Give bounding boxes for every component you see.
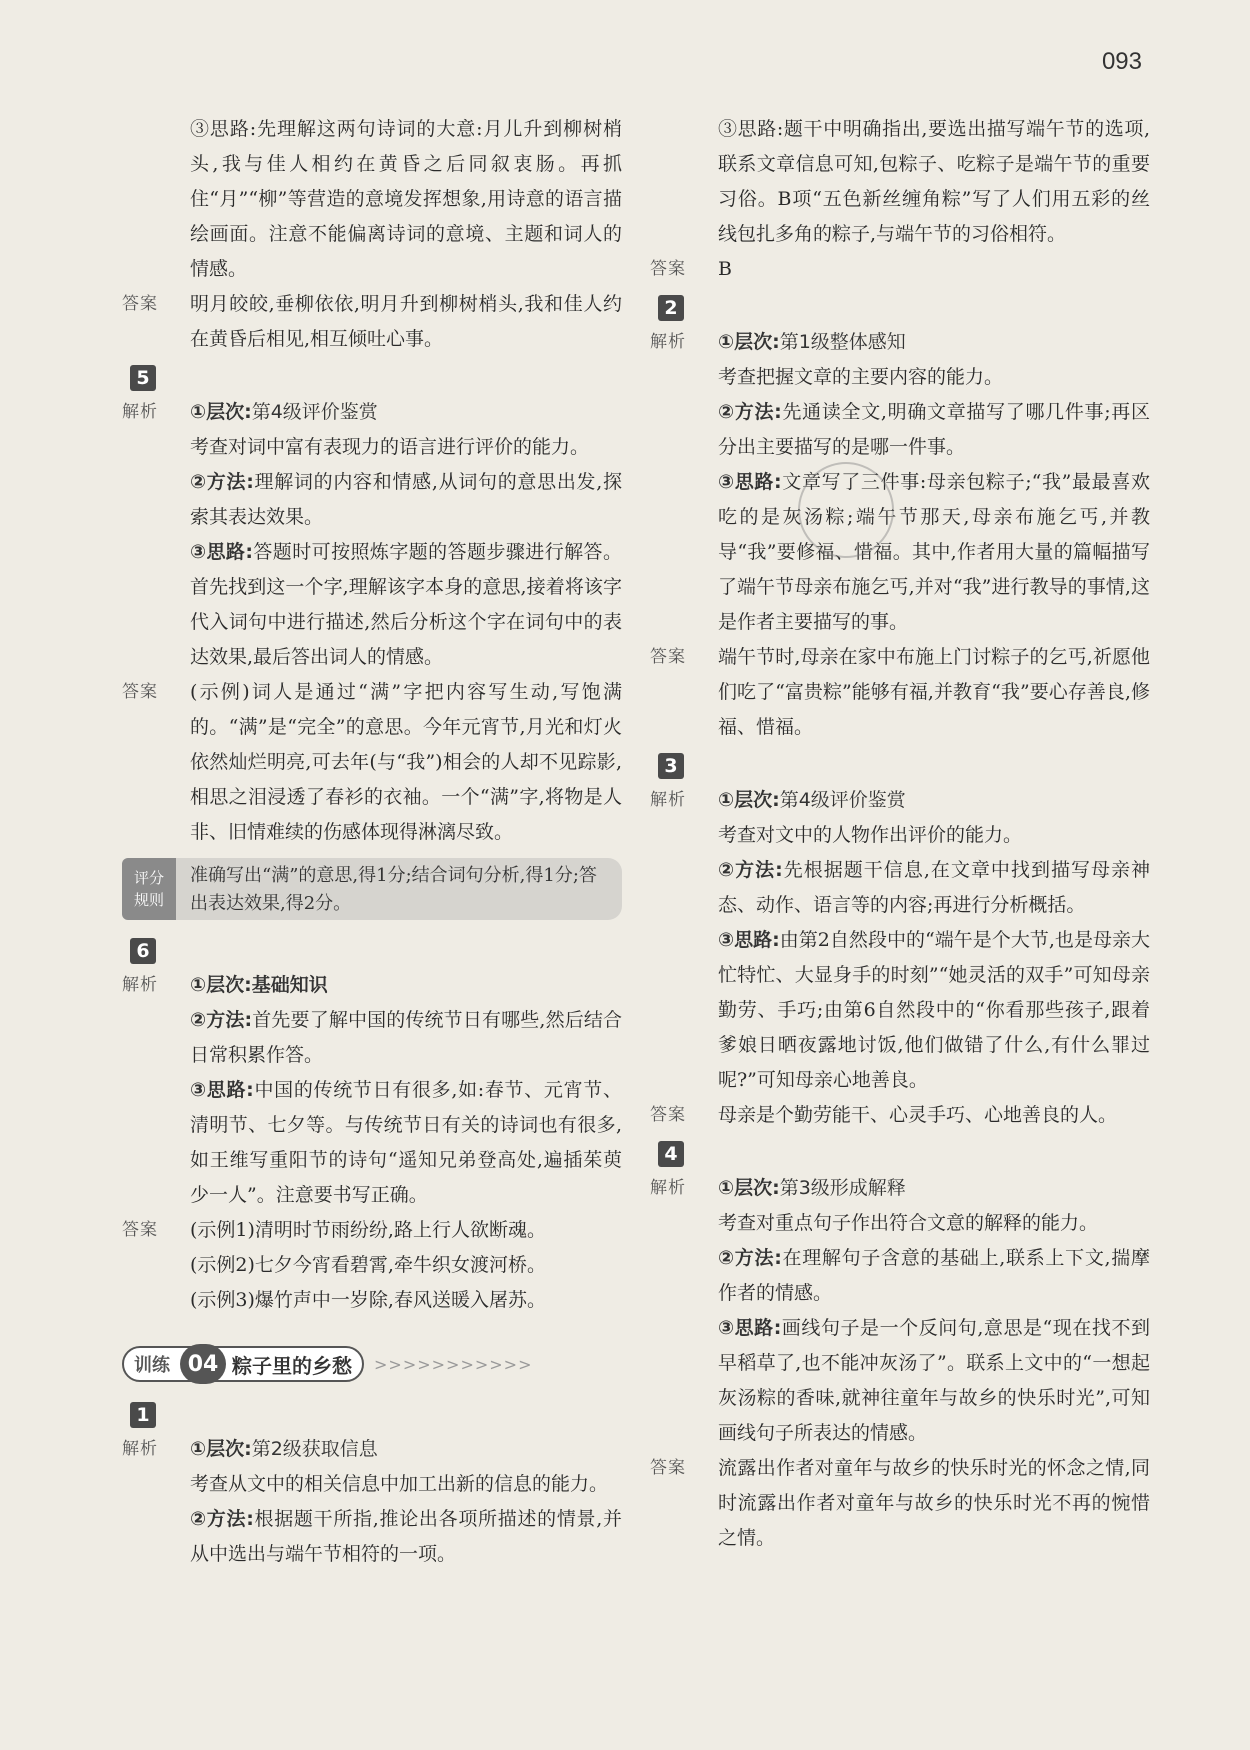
t2-thinking-label: ③思路: bbox=[718, 471, 782, 493]
scoring-rules-text: 准确写出“满”的意思,得1分;结合词句分析,得1分;答出表达效果,得2分。 bbox=[176, 858, 622, 920]
t2-method-label: ②方法: bbox=[718, 401, 782, 423]
q5-answer bbox=[122, 675, 622, 850]
answer-tag: 答案 bbox=[122, 1220, 158, 1240]
q5-thinking bbox=[190, 535, 622, 675]
scoring-rules-label-line2: 规则 bbox=[133, 891, 164, 909]
q5-level-value: 第4级评价鉴赏 bbox=[251, 401, 378, 423]
t1-thinking-text: ③思路:题干中明确指出,要选出描写端午节的选项,联系文章信息可知,包粽子、吃粽子是端午节的重要习俗。B项“五色新丝缠角粽”写了人们用五彩的丝线包扎多角的粽子,与端午节的习俗相符。 bbox=[718, 118, 1150, 245]
answer-tag: 答案 bbox=[122, 294, 158, 314]
t4-thinking-label: ③思路: bbox=[718, 1317, 782, 1339]
training-word: 训练 bbox=[134, 1355, 170, 1376]
question-number-4: 4 bbox=[658, 1141, 684, 1167]
q6-method-label: ②方法: bbox=[190, 1009, 253, 1031]
t1-method-text: 根据题干所指,推论出各项所描述的情景,并从中选出与端午节相符的一项。 bbox=[190, 1508, 622, 1565]
q6-analysis bbox=[122, 968, 622, 1213]
question-number-6: 6 bbox=[130, 938, 156, 964]
q6-thinking-text: 中国的传统节日有很多,如:春节、元宵节、清明节、七夕等。与传统节日有关的诗词也有很多,如王维写重阳节的诗句“遥知兄弟登高处,遍插茱萸少一人”。注意要书写正确。 bbox=[190, 1079, 622, 1206]
t1-analysis bbox=[122, 1432, 622, 1572]
scoring-rules bbox=[122, 858, 622, 920]
question-number-5: 5 bbox=[130, 365, 156, 391]
right-column bbox=[650, 112, 1150, 1556]
t4-answer bbox=[650, 1451, 1150, 1556]
page-number: 093 bbox=[1101, 48, 1142, 75]
left-column bbox=[122, 112, 622, 1572]
t1-answer-text: B bbox=[718, 258, 732, 280]
q6-answer-1: (示例1)清明时节雨纷纷,路上行人欲断魂。 bbox=[190, 1219, 546, 1241]
analysis-tag: 解析 bbox=[650, 790, 686, 810]
t3-thinking-label: ③思路: bbox=[718, 929, 780, 951]
t4-method bbox=[718, 1241, 1150, 1311]
q5-method bbox=[190, 465, 622, 535]
answer-tag: 答案 bbox=[650, 1105, 686, 1125]
t1-level-label: ①层次: bbox=[190, 1438, 252, 1460]
q5-answer-text: (示例)词人是通过“满”字把内容写生动,写饱满的。“满”是“完全”的意思。今年元宵节,月光和灯火依然灿烂明亮,可去年(与“我”)相会的人却不见踪影,相思之泪浸透了春衫的衣袖。一个“满”字,将物是人非、旧情难续的伤感体现得淋漓尽致。 bbox=[190, 681, 622, 843]
t4-analysis bbox=[650, 1171, 1150, 1451]
q6-answer bbox=[122, 1213, 622, 1318]
t3-method bbox=[718, 853, 1150, 923]
q4-answer-text: 明月皎皎,垂柳依依,明月升到柳树梢头,我和佳人约在黄昏后相见,相互倾吐心事。 bbox=[190, 293, 622, 350]
t3-method-text: 先根据题干信息,在文章中找到描写母亲神态、动作、语言等的内容;再进行分析概括。 bbox=[718, 859, 1151, 916]
t3-level-desc: 考查对文中的人物作出评价的能力。 bbox=[718, 824, 1023, 846]
question-number-2: 2 bbox=[658, 295, 684, 321]
t3-level-value: 第4级评价鉴赏 bbox=[779, 789, 906, 811]
analysis-tag: 解析 bbox=[122, 1439, 158, 1459]
t2-thinking bbox=[718, 465, 1150, 640]
answer-tag: 答案 bbox=[650, 1458, 686, 1478]
t1-answer bbox=[650, 252, 1150, 287]
q5-level-desc: 考查对词中富有表现力的语言进行评价的能力。 bbox=[190, 436, 590, 458]
q6-answer-2: (示例2)七夕今宵看碧霄,牵牛织女渡河桥。 bbox=[190, 1254, 546, 1276]
q5-analysis bbox=[122, 395, 622, 675]
t1-method-label: ②方法: bbox=[190, 1508, 254, 1530]
t4-answer-text: 流露出作者对童年与故乡的快乐时光的怀念之情,同时流露出作者对童年与故乡的快乐时光不再的惋惜之情。 bbox=[718, 1457, 1150, 1549]
training-pill bbox=[122, 1346, 364, 1382]
t1-level-desc: 考查从文中的相关信息中加工出新的信息的能力。 bbox=[190, 1473, 609, 1495]
t4-level-desc: 考查对重点句子作出符合文意的解释的能力。 bbox=[718, 1212, 1099, 1234]
q6-level bbox=[190, 968, 622, 1003]
q5-level bbox=[190, 395, 622, 430]
q4-answer bbox=[122, 287, 622, 357]
t2-level-label: ①层次: bbox=[718, 331, 780, 353]
t3-method-label: ②方法: bbox=[718, 859, 783, 881]
t1-level-value: 第2级获取信息 bbox=[251, 1438, 378, 1460]
q6-level-value: 基础知识 bbox=[251, 974, 328, 996]
training-title: 粽子里的乡愁 bbox=[232, 1353, 352, 1378]
t2-level-desc: 考查把握文章的主要内容的能力。 bbox=[718, 366, 1004, 388]
t3-thinking-text: 由第2自然段中的“端午是个大节,也是母亲大忙特忙、大显身手的时刻”“她灵活的双手”可知母亲勤劳、手巧;由第6自然段中的“你看那些孩子,跟着爹娘日晒夜露地讨饭,他们做错了什么,有什么罪过呢?”可知母亲心地善良。 bbox=[718, 929, 1151, 1091]
q6-method bbox=[190, 1003, 622, 1073]
q6-answer-3: (示例3)爆竹声中一岁除,春风送暖入屠苏。 bbox=[190, 1289, 546, 1311]
t3-analysis bbox=[650, 783, 1150, 1098]
q6-thinking-label: ③思路: bbox=[190, 1079, 254, 1101]
q4-thinking bbox=[122, 112, 622, 287]
t2-analysis bbox=[650, 325, 1150, 640]
t3-answer-text: 母亲是个勤劳能干、心灵手巧、心地善良的人。 bbox=[718, 1104, 1118, 1126]
analysis-tag: 解析 bbox=[650, 332, 686, 352]
t4-level-label: ①层次: bbox=[718, 1177, 780, 1199]
t2-method bbox=[718, 395, 1150, 465]
t2-answer bbox=[650, 640, 1150, 745]
q5-method-label: ②方法: bbox=[190, 471, 254, 493]
scoring-rules-label bbox=[122, 858, 176, 920]
q6-level-label: ①层次: bbox=[190, 974, 252, 996]
t3-level-label: ①层次: bbox=[718, 789, 780, 811]
analysis-tag: 解析 bbox=[122, 402, 158, 422]
training-number: 04 bbox=[180, 1344, 226, 1384]
scoring-rules-label-line1: 评分 bbox=[133, 869, 164, 887]
q6-method-text: 首先要了解中国的传统节日有哪些,然后结合日常积累作答。 bbox=[190, 1009, 623, 1066]
answer-tag: 答案 bbox=[650, 647, 686, 667]
analysis-tag: 解析 bbox=[650, 1178, 686, 1198]
t4-level bbox=[718, 1171, 1150, 1206]
t4-method-label: ②方法: bbox=[718, 1247, 782, 1269]
t3-answer bbox=[650, 1098, 1150, 1133]
t2-method-text: 先通读全文,明确文章描写了哪几件事;再区分出主要描写的是哪一件事。 bbox=[718, 401, 1150, 458]
t2-answer-text: 端午节时,母亲在家中布施上门讨粽子的乞丐,祈愿他们吃了“富贵粽”能够有福,并教育“我”要心存善良,修福、惜福。 bbox=[718, 646, 1150, 738]
t1-method bbox=[190, 1502, 622, 1572]
t1-level bbox=[190, 1432, 622, 1467]
t2-level-value: 第1级整体感知 bbox=[779, 331, 906, 353]
t4-thinking bbox=[718, 1311, 1150, 1451]
t2-level bbox=[718, 325, 1150, 360]
question-number-3: 3 bbox=[658, 753, 684, 779]
q6-thinking bbox=[190, 1073, 622, 1213]
t3-thinking bbox=[718, 923, 1150, 1098]
training-arrows: >>>>>>>>>>> bbox=[374, 1354, 533, 1374]
t4-method-text: 在理解句子含意的基础上,联系上下文,揣摩作者的情感。 bbox=[718, 1247, 1150, 1304]
t4-level-value: 第3级形成解释 bbox=[779, 1177, 906, 1199]
q5-thinking-label: ③思路: bbox=[190, 541, 253, 563]
t3-level bbox=[718, 783, 1150, 818]
q5-thinking-text: 答题时可按照炼字题的答题步骤进行解答。首先找到这一个字,理解该字本身的意思,接着将该字代入词句中进行描述,然后分析这个字在词句中的表达效果,最后答出词人的情感。 bbox=[190, 541, 622, 668]
analysis-tag: 解析 bbox=[122, 975, 158, 995]
answer-tag: 答案 bbox=[650, 259, 686, 279]
t1-thinking bbox=[650, 112, 1150, 252]
q5-level-label: ①层次: bbox=[190, 401, 252, 423]
q5-method-text: 理解词的内容和情感,从词句的意思出发,探索其表达效果。 bbox=[190, 471, 622, 528]
training-header bbox=[122, 1346, 622, 1382]
question-number-1: 1 bbox=[130, 1402, 156, 1428]
answer-tag: 答案 bbox=[122, 682, 158, 702]
t4-thinking-text: 画线句子是一个反问句,意思是“现在找不到早稻草了,也不能冲灰汤了”。联系上文中的“一想起灰汤粽的香味,就神往童年与故乡的快乐时光”,可知画线句子所表达的情感。 bbox=[718, 1317, 1150, 1444]
q4-thinking-text: ③思路:先理解这两句诗词的大意:月儿升到柳树梢头,我与佳人相约在黄昏之后同叙衷肠。再抓住“月”“柳”等营造的意境发挥想象,用诗意的语言描绘画面。注意不能偏离诗词的意境、主题和词人的情感。 bbox=[190, 118, 622, 280]
t2-thinking-text: 文章写了三件事:母亲包粽子;“我”最最喜欢吃的是灰汤粽;端午节那天,母亲布施乞丐,并教导“我”要修福、惜福。其中,作者用大量的篇幅描写了端午节母亲布施乞丐,并对“我”进行教导的事情,这是作者主要描写的事。 bbox=[718, 471, 1150, 633]
